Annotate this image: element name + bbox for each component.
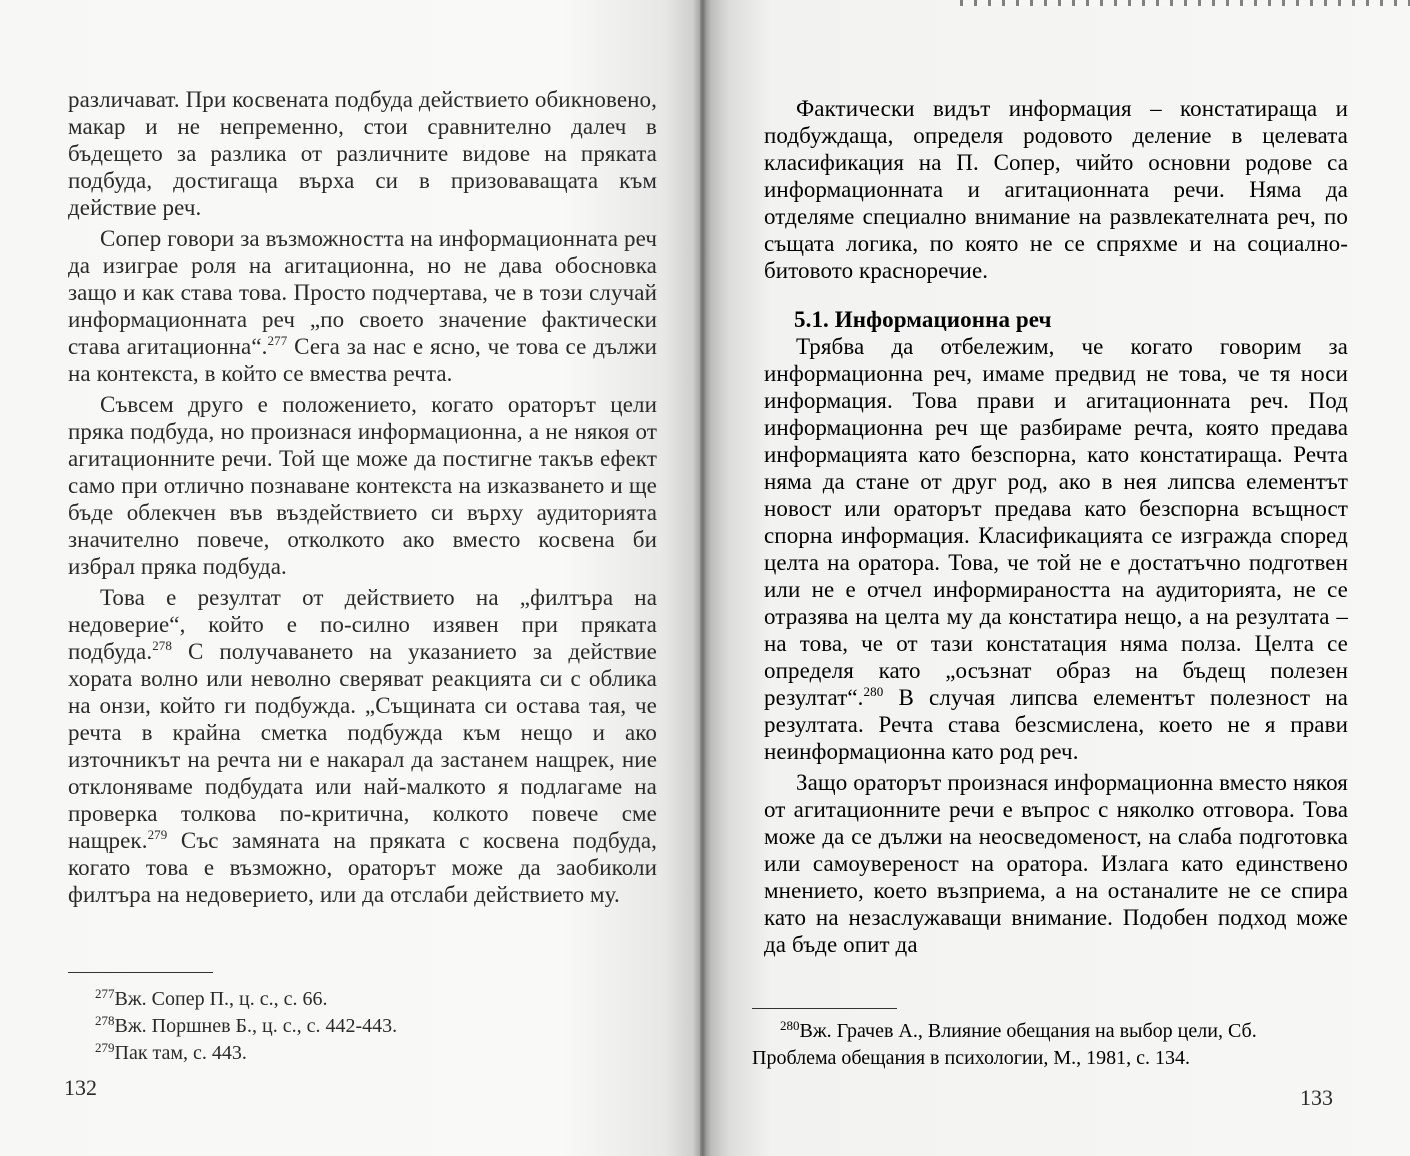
- paragraph-text: Фактически видът информация – констатираща и подбуждаща, определя родовото деление в целевата класификация на П. Сопер, чийто основни родове са информационната и агитационната речи. Няма да отделяме специално внимание на развлекателната реч, по същата логика, по която не се спряхме и на социално-битовото красноречие.: [764, 96, 1348, 283]
- footnote-text: Вж. Грачев А., Влияние обещания на выбор цели, Сб.: [799, 1020, 1257, 1042]
- left-page: [0, 0, 700, 1156]
- page-number: 132: [64, 1075, 97, 1100]
- paragraph: [764, 333, 1348, 765]
- paragraph-text: Защо ораторът произнася информационна вместо някоя от агитационните речи е въпрос с няколко отговора. Това може да се дължи на неосведоменост, на слаба подготовка или самоувереност на оратора. Излага като единствено мнението, което възприема, а на останалите не се спира като на незаслужаващи внимание. Подобен подход може да бъде опит да: [764, 770, 1348, 957]
- page-number: 133: [1300, 1085, 1333, 1110]
- left-page-body: [68, 86, 657, 908]
- footnote-mark: 278: [152, 638, 172, 653]
- footnote: [95, 986, 655, 1013]
- footnote-number: 277: [95, 986, 115, 1001]
- footnote-divider: [68, 972, 213, 973]
- paragraph-text: Съвсем друго е положението, когато ораторът цели пряка подбуда, но произнася информационна, а не някоя от агитационните речи. Той ще може да постигне такъв ефект само при отлично познаване контекста на изказването и ще бъде облекчен във въздействието си върху аудиторията значително повече, отколкото ако вместо косвена би избрал пряка подбуда.: [68, 392, 657, 579]
- right-page-body: [764, 95, 1348, 958]
- paragraph: [764, 769, 1348, 958]
- left-footnotes: [95, 986, 655, 1067]
- paragraph-text: С получаването на указанието за действие хората волно или неволно сверяват реакцията си с облика на онзи, който ги подбужда. „Същината си остава тая, че речта в крайна сметка подбужда към нещо и ако източникът на речта ни е накарал да застанем нащрек, ние отклоняваме подбудата или най-малкото я подлагаме на проверка толкова по-критична, колкото повече сме нащрек.: [68, 639, 657, 853]
- book-gutter: [693, 0, 711, 1156]
- paragraph-text: Сега за нас е ясно, че това се дължи на контекста, в който се вмества речта.: [68, 334, 658, 386]
- footnote-text: Вж. Сопер П., ц. с., с. 66.: [114, 988, 328, 1010]
- footnote-number: 278: [95, 1013, 115, 1028]
- paragraph-text: различават. При косвената подбуда действието обикновено, макар и не непременно, стои сравнително далеч в бъдещето за разлика от различните видове на пряката подбуда, достигаща върха си в призоваващата към действие реч.: [68, 87, 657, 220]
- footnote-mark: 279: [147, 827, 168, 842]
- footnote-continuation: Проблема обещания в психологии, М., 1981, с. 134.: [752, 1047, 1190, 1069]
- footnote-mark: 280: [863, 684, 884, 699]
- footnote-divider: [752, 1008, 897, 1009]
- footnote: [95, 1013, 655, 1040]
- paragraph-text: В случая липсва елементът полезност на резултата. Речта става безсмислена, което не я прави неинформационна като род реч.: [764, 685, 1348, 764]
- footnote: [752, 1018, 1347, 1045]
- footnote-text: Вж. Поршнев Б., ц. с., с. 442-443.: [114, 1015, 398, 1037]
- paragraph-text: Сопер говори за възможността на информационната реч да изиграе роля на агитационна, но не дава обосновка защо и как става това. Просто подчертава, че в този случай информационната реч „по своето значение фактически става агитационна“.: [68, 226, 657, 359]
- footnote-mark: 277: [267, 333, 288, 348]
- paragraph: [68, 584, 657, 908]
- footnote-number: 279: [95, 1040, 115, 1055]
- footnote-text: Пак там, с. 443.: [114, 1042, 247, 1064]
- paragraph-text: Това е резултат от действието на „филтъра на недоверие“, който е по-силно изявен при пряката подбуда.: [68, 585, 657, 664]
- paragraph: [68, 225, 657, 387]
- paragraph-text: Трябва да отбележим, че когато говорим за информационна реч, имаме предвид не това, че тя носи информация. Това прави и агитационната реч. Под информационна реч ще разбираме речта, която предава информацията като безспорна, като констатираща. Речта няма да стане от друг род, ако в нея липсва елементът новост или ораторът предава като безспорна всъщност спорна информация. Класификацията се изгражда според целта на оратора. Това, че той не е достатъчно подготвен или не е отчел информираността на аудиторията, не се отразява на целта му да констатира нещо, а на резултата – на това, че от тази констатация няма полза. Целта се определя като „осъзнат образ на бъдещ полезен резултат“.: [764, 334, 1348, 710]
- page-top-edge: [960, 0, 1410, 6]
- paragraph-text: Със замяната на пряката с косвена подбуда, когато това е възможно, ораторът може да заобиколи филтъра на недоверието, или да отслаби действието му.: [68, 828, 657, 907]
- paragraph: [68, 391, 657, 580]
- right-footnotes: [752, 1018, 1347, 1072]
- section-heading: 5.1. Информационна реч: [794, 307, 1052, 332]
- footnote-number: 280: [780, 1018, 800, 1033]
- paragraph: [68, 86, 657, 221]
- footnote: [95, 1040, 655, 1067]
- paragraph: [764, 95, 1348, 284]
